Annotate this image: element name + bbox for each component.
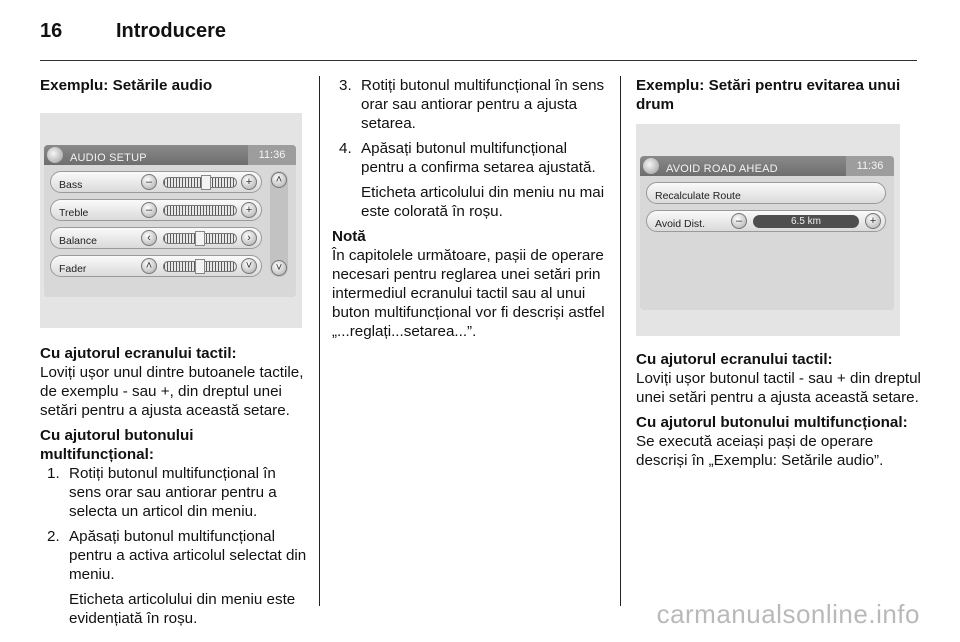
avoid-distance-row[interactable] bbox=[646, 210, 886, 232]
brand-logo-icon bbox=[643, 158, 659, 174]
column-divider-2 bbox=[620, 76, 621, 606]
knob-instructions: Se execută aceiași pași de operare descriși în „Exemplu: Setările audio”. bbox=[636, 433, 884, 469]
avoid-example-heading: Exemplu: Setări pentru evitarea unui drum bbox=[636, 77, 901, 113]
audio-setup-figure bbox=[40, 113, 302, 328]
step-1 bbox=[40, 464, 308, 521]
level-knob[interactable] bbox=[195, 231, 205, 246]
page-header bbox=[40, 14, 920, 60]
level-knob[interactable] bbox=[201, 175, 211, 190]
avoid-road-screen bbox=[640, 156, 894, 310]
audio-settings-panel bbox=[44, 165, 296, 297]
screen-clock: 11:36 bbox=[248, 145, 296, 165]
step-text: Rotiți butonul multifuncțional în sens orar sau antiorar pentru a selecta un articol din meniu. bbox=[69, 465, 277, 520]
note-heading: Notă bbox=[332, 228, 366, 245]
step-number: 1. bbox=[47, 465, 60, 482]
recalculate-route-button[interactable] bbox=[646, 182, 886, 204]
scroll-up-icon[interactable]: ˄ bbox=[271, 172, 287, 188]
level-bar bbox=[163, 177, 237, 188]
increase-icon[interactable]: + bbox=[241, 174, 257, 190]
page-title: Introducere bbox=[116, 20, 227, 42]
avoid-distance-value: 6.5 km bbox=[753, 215, 859, 228]
level-knob[interactable] bbox=[195, 259, 205, 274]
avoid-road-figure bbox=[636, 124, 900, 336]
knob-heading: Cu ajutorul butonului multifuncțional: bbox=[636, 414, 908, 431]
increase-icon[interactable]: + bbox=[241, 202, 257, 218]
screen-clock: 11:36 bbox=[846, 156, 894, 176]
screen-titlebar bbox=[44, 145, 296, 165]
step-2-note: Eticheta articolului din meniu este evidențiată în roșu. bbox=[69, 591, 296, 627]
chevron-left-icon[interactable]: ‹ bbox=[141, 230, 157, 246]
page-number: 16 bbox=[40, 20, 63, 42]
chevron-down-icon[interactable]: ˅ bbox=[241, 258, 257, 274]
increase-icon[interactable]: + bbox=[865, 213, 881, 229]
screen-title: AUDIO SETUP bbox=[70, 152, 147, 164]
scroll-down-icon[interactable]: ˅ bbox=[271, 260, 287, 276]
treble-label: Treble bbox=[59, 207, 89, 219]
step-4-note: Eticheta articolului din meniu nu mai este colorată în roșu. bbox=[361, 184, 605, 220]
step-3 bbox=[332, 76, 610, 133]
bass-row[interactable] bbox=[50, 171, 262, 193]
fader-row[interactable] bbox=[50, 255, 262, 277]
chevron-up-icon[interactable]: ˄ bbox=[141, 258, 157, 274]
touch-instructions: Loviți ușor butonul tactil - sau + din dreptul unei setări pentru a ajusta această setare. bbox=[636, 370, 921, 406]
column-3 bbox=[636, 76, 922, 470]
balance-row[interactable] bbox=[50, 227, 262, 249]
recalculate-label: Recalculate Route bbox=[655, 190, 741, 202]
header-rule bbox=[40, 60, 917, 61]
column-1 bbox=[40, 76, 308, 628]
decrease-icon[interactable]: – bbox=[141, 202, 157, 218]
fader-label: Fader bbox=[59, 263, 87, 275]
touch-instructions: Loviți ușor unul dintre butoanele tactile, de exemplu - sau +, din dreptul unei setări pentru a ajusta această setare. bbox=[40, 364, 304, 419]
decrease-icon[interactable]: – bbox=[141, 174, 157, 190]
column-divider-1 bbox=[319, 76, 320, 606]
avoid-settings-panel bbox=[640, 176, 894, 310]
touch-heading: Cu ajutorul ecranului tactil: bbox=[636, 351, 833, 368]
screen-title: AVOID ROAD AHEAD bbox=[666, 163, 778, 175]
column-2 bbox=[332, 76, 610, 341]
step-number: 3. bbox=[339, 77, 352, 94]
treble-row[interactable] bbox=[50, 199, 262, 221]
step-4 bbox=[332, 139, 610, 177]
step-number: 4. bbox=[339, 140, 352, 157]
chevron-right-icon[interactable]: › bbox=[241, 230, 257, 246]
level-bar bbox=[163, 205, 237, 216]
brand-logo-icon bbox=[47, 147, 63, 163]
step-number: 2. bbox=[47, 528, 60, 545]
audio-setup-screen bbox=[44, 145, 296, 297]
watermark: carmanualsonline.info bbox=[656, 599, 920, 629]
note-text: În capitolele următoare, pașii de operare necesari pentru reglarea unei setări prin intermediul ecranului tactil sau al unui buton multifuncțional vor fi descriși astfel „...reglați...setarea...”. bbox=[332, 247, 605, 340]
touch-heading: Cu ajutorul ecranului tactil: bbox=[40, 345, 237, 362]
step-text: Rotiți butonul multifuncțional în sens orar sau antiorar pentru a ajusta setarea. bbox=[361, 77, 605, 132]
balance-label: Balance bbox=[59, 235, 97, 247]
screen-titlebar bbox=[640, 156, 894, 176]
step-text: Apăsați butonul multifuncțional pentru a activa articolul selectat din meniu. bbox=[69, 528, 307, 583]
bass-label: Bass bbox=[59, 179, 83, 191]
knob-heading: Cu ajutorul butonului multifuncțional: bbox=[40, 427, 194, 463]
avoid-distance-label: Avoid Dist. bbox=[655, 218, 705, 230]
audio-example-heading: Exemplu: Setările audio bbox=[40, 77, 213, 94]
decrease-icon[interactable]: – bbox=[731, 213, 747, 229]
scrollbar[interactable] bbox=[270, 171, 288, 277]
step-2 bbox=[40, 527, 308, 584]
step-text: Apăsați butonul multifuncțional pentru a confirma setarea ajustată. bbox=[361, 140, 596, 176]
